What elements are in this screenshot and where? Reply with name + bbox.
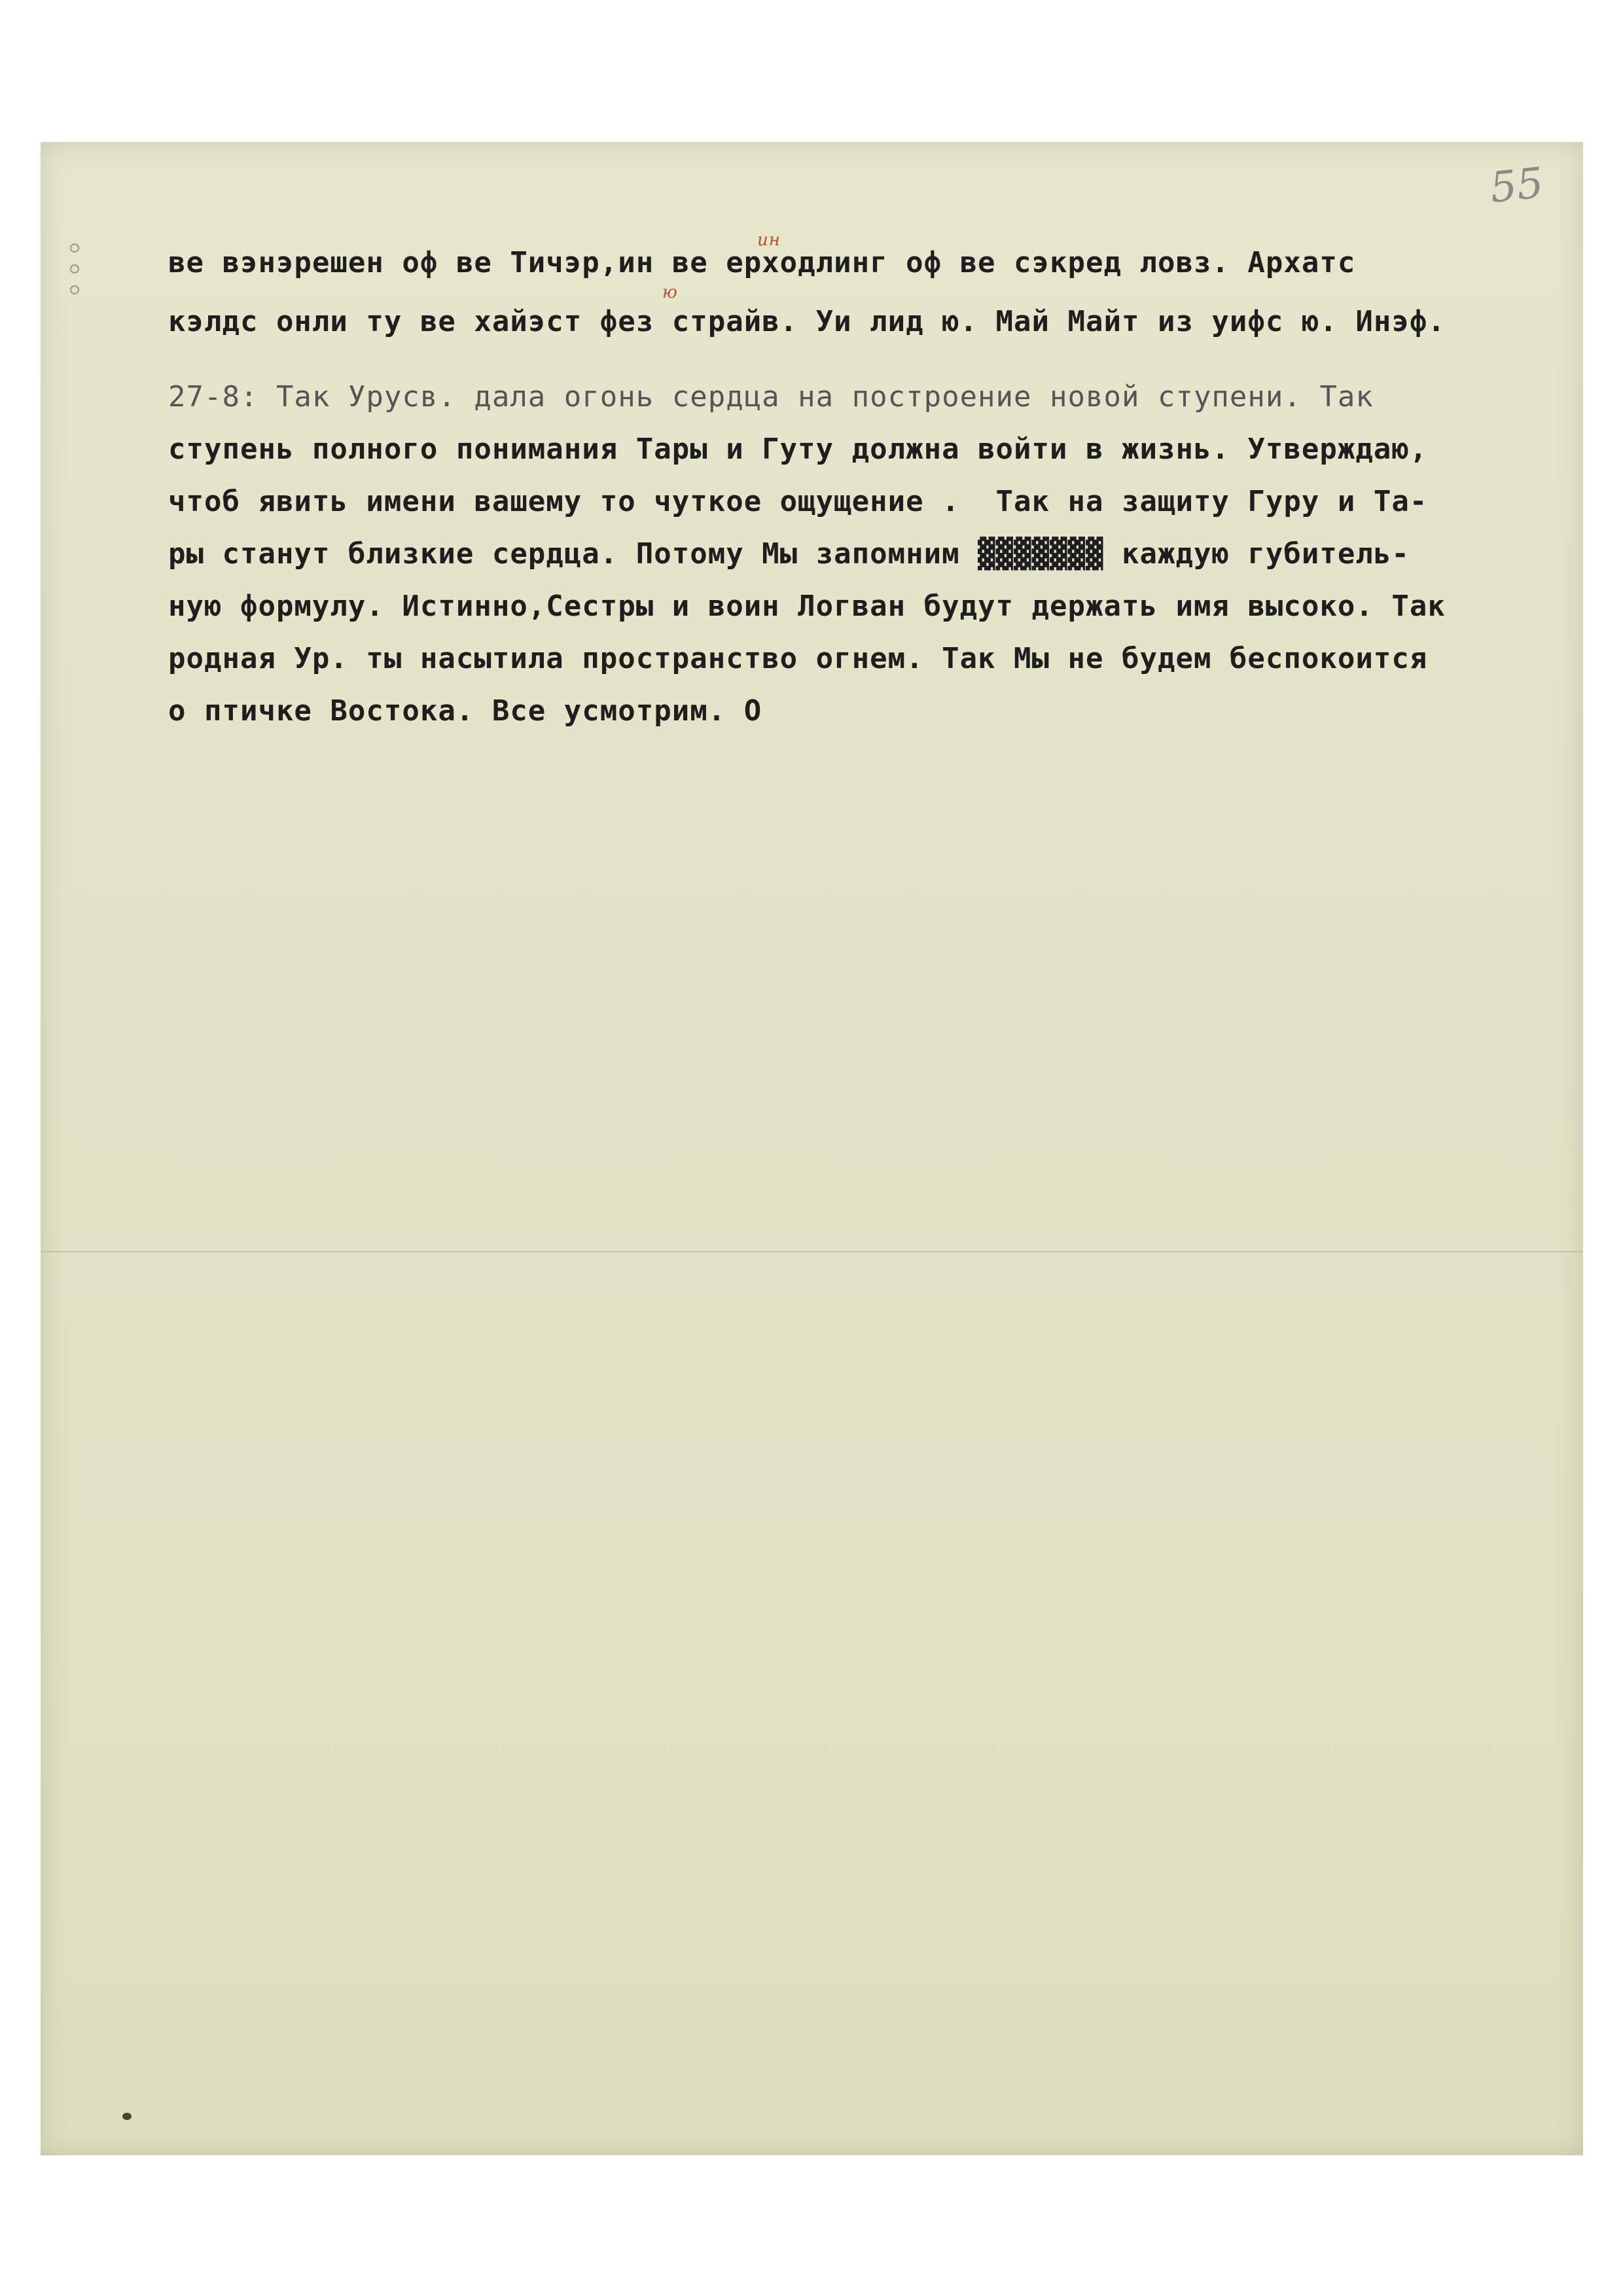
margin-dot: [70, 285, 79, 294]
paper-fold-line: [41, 1251, 1583, 1252]
text-line: чтоб явить имени вашему то чуткое ощущение . Так на защиту Гуру и Та-: [168, 485, 1428, 518]
text-line: ступень полного понимания Тары и Гуту должна войти в жизнь. Утверждаю,: [168, 433, 1428, 466]
ink-spot: [122, 2113, 132, 2120]
margin-marks: [70, 243, 83, 322]
text-line: ную формулу. Истинно,Сестры и воин Логван будут держать имя высоко. Так: [168, 590, 1446, 623]
handwritten-correction: ин: [757, 230, 781, 250]
text-line: кэлдс онли ту ве хайэст фез страйв. Уи лид ю. Май Майт из уифс ю. Инэф.: [168, 305, 1446, 338]
document-page: [41, 142, 1583, 2155]
text-line: 27-8: Так Урусв. дала огонь сердца на построение новой ступени. Так: [168, 380, 1374, 414]
margin-dot: [70, 264, 79, 274]
text-line: ве вэнэрешен оф ве Тичэр,ин ве ерходлинг оф ве сэкред ловз. Архатс: [168, 246, 1356, 279]
handwritten-correction: ю: [662, 283, 678, 302]
text-line: ры станут близкие сердца. Потому Мы запомним ▓▓▓▓▓▓▓ каждую губитель-: [168, 537, 1410, 571]
text-line: родная Ур. ты насытила пространство огнем. Так Мы не будем беспокоится: [168, 642, 1428, 675]
page-number: 55: [1488, 158, 1546, 213]
margin-dot: [70, 243, 79, 253]
text-line: о птичке Востока. Все усмотрим. О: [168, 694, 762, 728]
